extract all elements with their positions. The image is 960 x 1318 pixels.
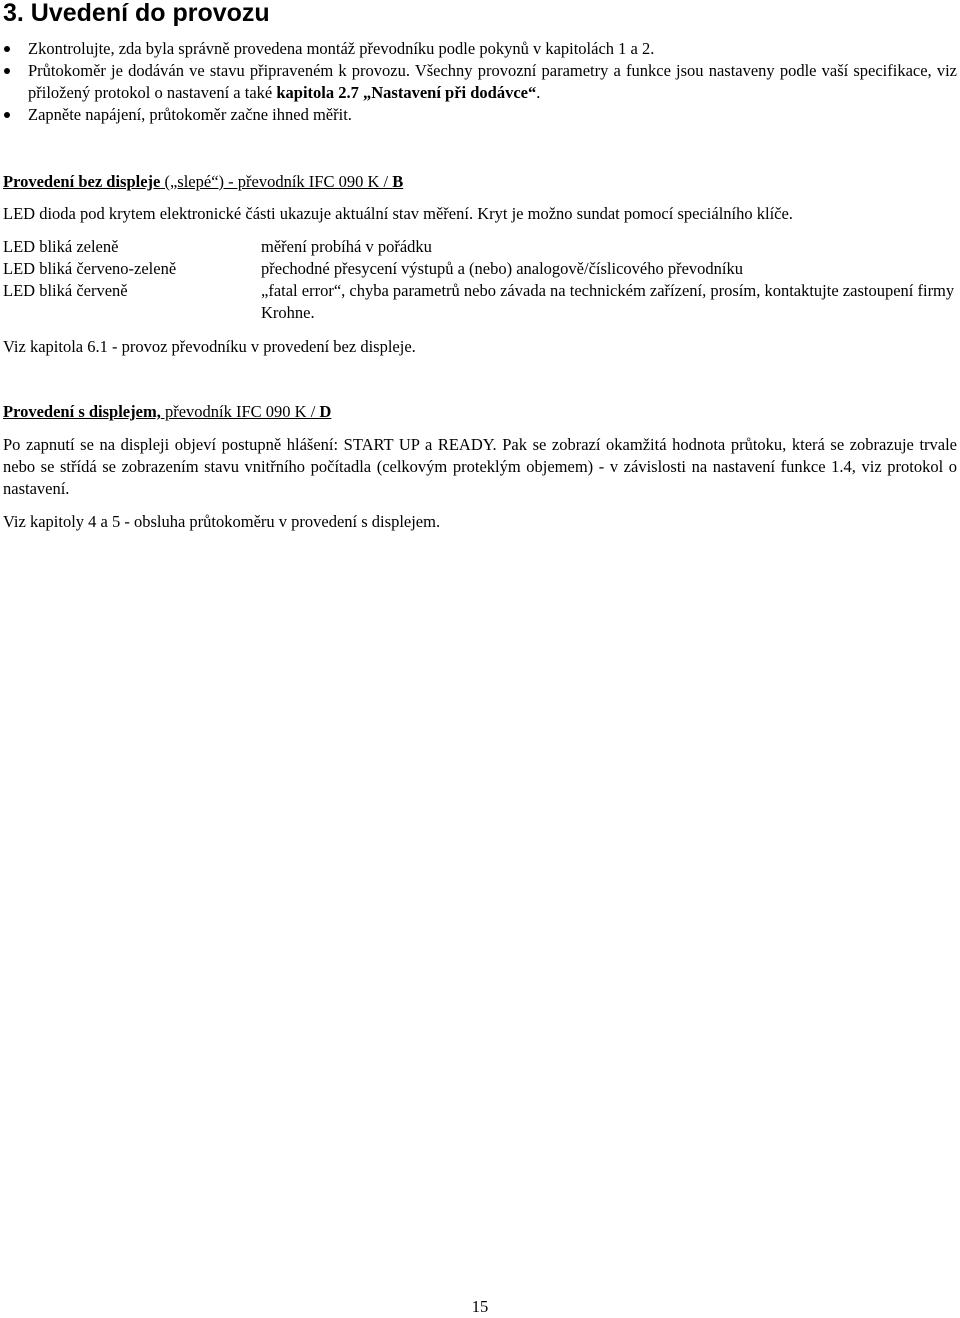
list-item (3, 38, 957, 60)
led-meaning: měření probíhá v pořádku (261, 237, 432, 256)
list-item-text: Průtokoměr je dodáván ve stavu připraveném k provozu. Všechny provozní parametry a funkce jsou nastaveny podle vaší specifikace, viz přiložený protokol o nastavení a také (28, 61, 957, 102)
led-state: LED bliká zeleně (3, 237, 119, 256)
led-status-table (3, 236, 957, 324)
led-state: LED bliká červeně (3, 281, 128, 300)
led-meaning: přechodné přesycení výstupů a (nebo) analogově/číslicového převodníku (261, 259, 744, 278)
table-row (3, 258, 957, 280)
list-item (3, 104, 957, 126)
section-d-variant: D (319, 402, 332, 421)
section-b-title-bold: Provedení bez displeje (3, 172, 161, 191)
section-d-title-rest: převodník IFC 090 K / (160, 402, 320, 421)
list-item-text-end: . (536, 83, 541, 102)
section-b-title (3, 171, 957, 193)
section-d-title-bold: Provedení s displejem, (3, 402, 161, 421)
list-item-text: Zkontrolujte, zda byla správně provedena montáž převodníku podle pokynů v kapitolách 1 a 2. (28, 39, 655, 58)
section-heading: 3. Uvedení do provozu (3, 0, 270, 27)
chapter-reference: kapitola 2.7 „Nastavení při dodávce“ (276, 83, 537, 102)
section-b-title-rest: („slepé“) - převodník IFC 090 K / (160, 172, 393, 191)
bullet-icon (4, 68, 10, 74)
bullet-icon (4, 112, 10, 118)
list-item-text: Zapněte napájení, průtokoměr začne ihned měřit. (28, 105, 352, 124)
page-number: 15 (471, 1297, 489, 1316)
checklist (3, 38, 957, 126)
section-b-intro: LED dioda pod krytem elektronické části ukazuje aktuální stav měření. Kryt je možno sundat pomocí speciálního klíče. (3, 204, 793, 223)
section-b-see: Viz kapitola 6.1 - provoz převodníku v provedení bez displeje. (3, 337, 416, 356)
table-row (3, 280, 957, 324)
section-d-title (3, 401, 957, 423)
bullet-icon (4, 46, 10, 52)
led-meaning: „fatal error“, chyba parametrů nebo závada na technickém zařízení, prosím, kontaktujte zastoupení firmy Krohne. (261, 281, 955, 322)
section-d-see: Viz kapitoly 4 a 5 - obsluha průtokoměru v provedení s displejem. (3, 512, 441, 531)
led-state: LED bliká červeno-zeleně (3, 259, 177, 278)
section-b-variant: B (392, 172, 404, 191)
section-d-body: Po zapnutí se na displeji objeví postupně hlášení: START UP a READY. Pak se zobrazí okamžitá hodnota průtoku, která se zobrazuje trvale nebo se střídá se zobrazením stavu vnitřního počítadla (celkovým proteklým objemem) - v závislosti na nastavení funkce 1.4, viz protokol o nastavení. (3, 435, 957, 498)
table-row (3, 236, 957, 258)
list-item (3, 60, 957, 104)
